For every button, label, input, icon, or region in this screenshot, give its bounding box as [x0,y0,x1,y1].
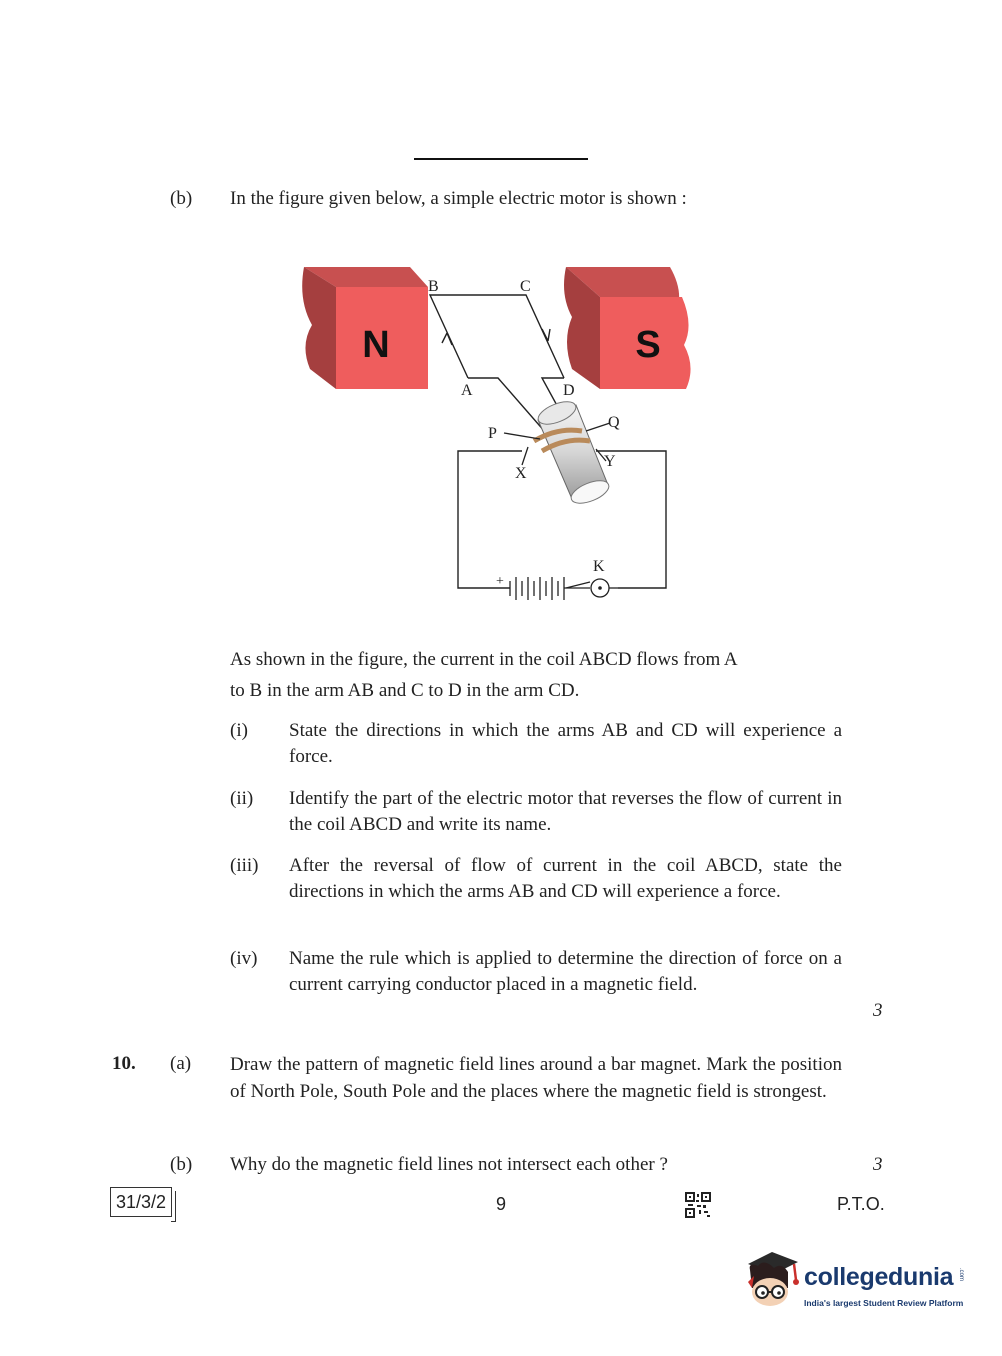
q9b-label: (b) [170,188,193,209]
subpart-text: Identify the part of the electric motor that reverses the flow of current in the coil ABCD and write its name. [289,788,842,835]
south-magnet [564,267,691,389]
logo-tagline: India's largest Student Review Platform [804,1298,964,1308]
electric-motor-figure [290,255,710,605]
q9b-intro: In the figure given below, a simple electric motor is shown : [230,188,687,209]
label-y: Y [604,453,616,470]
subpart-text: Name the rule which is applied to determine the direction of force on a current carrying conductor placed in a magnetic field. [289,948,842,995]
split-ring-commutator [534,397,612,508]
subpart-label: (i) [230,720,248,741]
subpart-label: (iv) [230,948,258,969]
label-k: K [593,558,605,575]
logo-wordmark: collegedunia [804,1263,954,1291]
collegedunia-mascot-icon [742,1248,804,1310]
marks-q9: 3 [873,1000,883,1021]
label-q: Q [608,414,620,431]
subpart-label: (ii) [230,788,254,809]
label-x: X [515,465,527,482]
battery-plus: + [496,574,504,589]
page-number: 9 [496,1194,507,1214]
label-a: A [461,382,473,399]
magnet-n-label: N [362,324,390,366]
battery [510,577,590,600]
label-b: B [428,278,439,295]
q10b-text: Why do the magnetic field lines not intersect each other ? [230,1154,668,1175]
marks-q10: 3 [873,1154,883,1175]
subpart-label: (iii) [230,855,259,876]
description-line1: As shown in the figure, the current in the coil ABCD flows from A [230,649,738,670]
label-c: C [520,278,531,295]
subpart-text: State the directions in which the arms AB and CD will experience a force. [289,720,842,767]
q10a-text: Draw the pattern of magnetic field lines around a bar magnet. Mark the position of North Pole, South Pole and the places where the magnetic field is strongest. [230,1054,842,1102]
paper-code: 31/3/2 [110,1187,172,1217]
plug-key [591,579,618,597]
label-d: D [563,382,575,399]
label-p: P [488,425,497,442]
q10b-label: (b) [170,1154,193,1175]
q10-number: 10. [112,1053,136,1074]
logo-suffix: .com [958,1268,964,1282]
top-rule [414,158,588,160]
description-line2: to B in the arm AB and C to D in the arm CD. [230,680,580,701]
north-magnet [302,267,428,389]
pto-text: P.T.O. [837,1194,885,1214]
qr-code-icon [685,1192,711,1218]
subpart-text: After the reversal of flow of current in the coil ABCD, state the directions in which the arms AB and CD will experience a force. [289,855,842,902]
magnet-s-label: S [635,324,661,366]
q10a-label: (a) [170,1053,192,1074]
